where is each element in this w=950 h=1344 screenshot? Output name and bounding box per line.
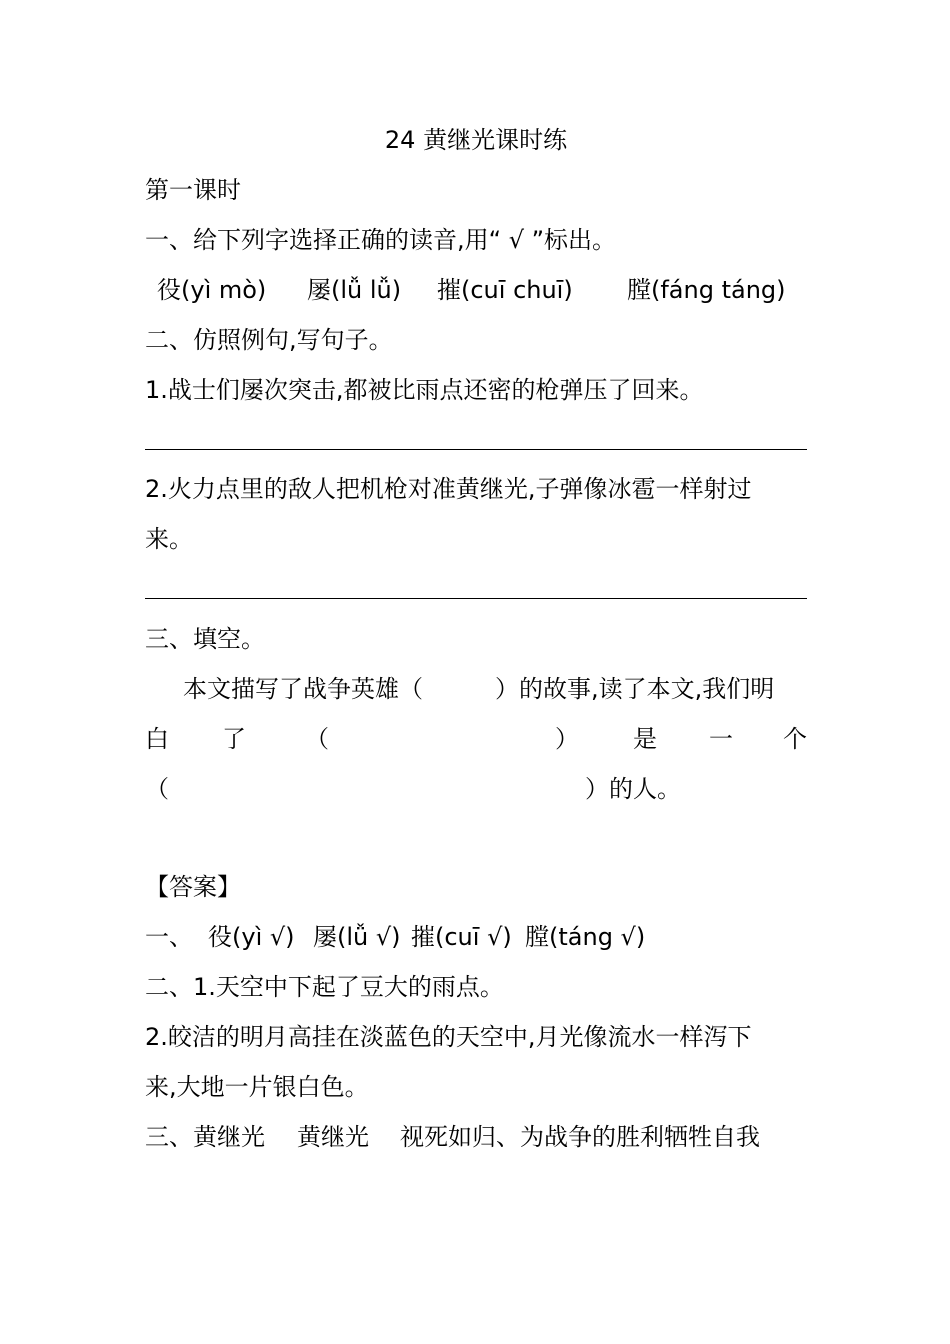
fill-text: 本文描写了战争英雄（ [183,675,423,703]
pinyin-option: 屡(lǚ lǚ) [307,276,402,304]
answer-text: 黄继光 [297,1123,369,1151]
answer-line [145,449,807,450]
pinyin-option: 膛(fáng táng) [627,276,786,304]
fill-text: ）的故事,读了本文,我们明 [495,675,775,703]
question-2-2-line1: 2.火力点里的敌人把机枪对准黄继光,子弹像冰雹一样射过 [145,475,752,503]
question-2-2-line2: 来。 [145,525,193,553]
answer-2-2-line1: 2.皎洁的明月高挂在淡蓝色的天空中,月光像流水一样泻下 [145,1023,752,1051]
section2-heading: 二、仿照例句,写句子。 [145,326,393,354]
answer-2-1: 二、1.天空中下起了豆大的雨点。 [145,973,504,1001]
pinyin-options [157,275,819,305]
fill-text: 白 [145,725,169,753]
answer-text: 视死如归、为战争的胜利牺牲自我 [400,1123,760,1151]
fill-blank-line1 [183,674,807,704]
fill-text: 了 [222,725,246,753]
section1-heading: 一、给下列字选择正确的读音,用“ √ ”标出。 [145,226,617,254]
answer-prefix: 一、 [145,923,193,951]
answer-item: 摧(cuī √) [411,923,512,951]
fill-text: 一 [709,725,733,753]
question-2-1: 1.战士们屡次突击,都被比雨点还密的枪弹压了回来。 [145,376,704,404]
pinyin-option: 摧(cuī chuī) [437,276,573,304]
fill-text: （ [145,775,169,803]
section3-heading: 三、填空。 [145,625,265,653]
answer-text: 三、黄继光 [145,1123,265,1151]
page-title: 24 黄继光课时练 [384,126,568,154]
fill-text: （ [305,725,329,753]
answers-heading: 【答案】 [145,873,241,901]
fill-text: 个 [783,725,807,753]
fill-text: 是 [633,725,657,753]
lesson-label: 第一课时 [145,176,241,204]
answer-line [145,598,807,599]
answer-item: 役(yì √) [208,923,295,951]
answer-item: 膛(táng √) [525,923,646,951]
answer-2-2-line2: 来,大地一片银白色。 [145,1073,369,1101]
pinyin-option: 役(yì mò) [157,276,267,304]
answer-item: 屡(lǚ √) [313,923,401,951]
fill-text: ） [555,725,579,753]
fill-text: ）的人。 [585,775,681,803]
